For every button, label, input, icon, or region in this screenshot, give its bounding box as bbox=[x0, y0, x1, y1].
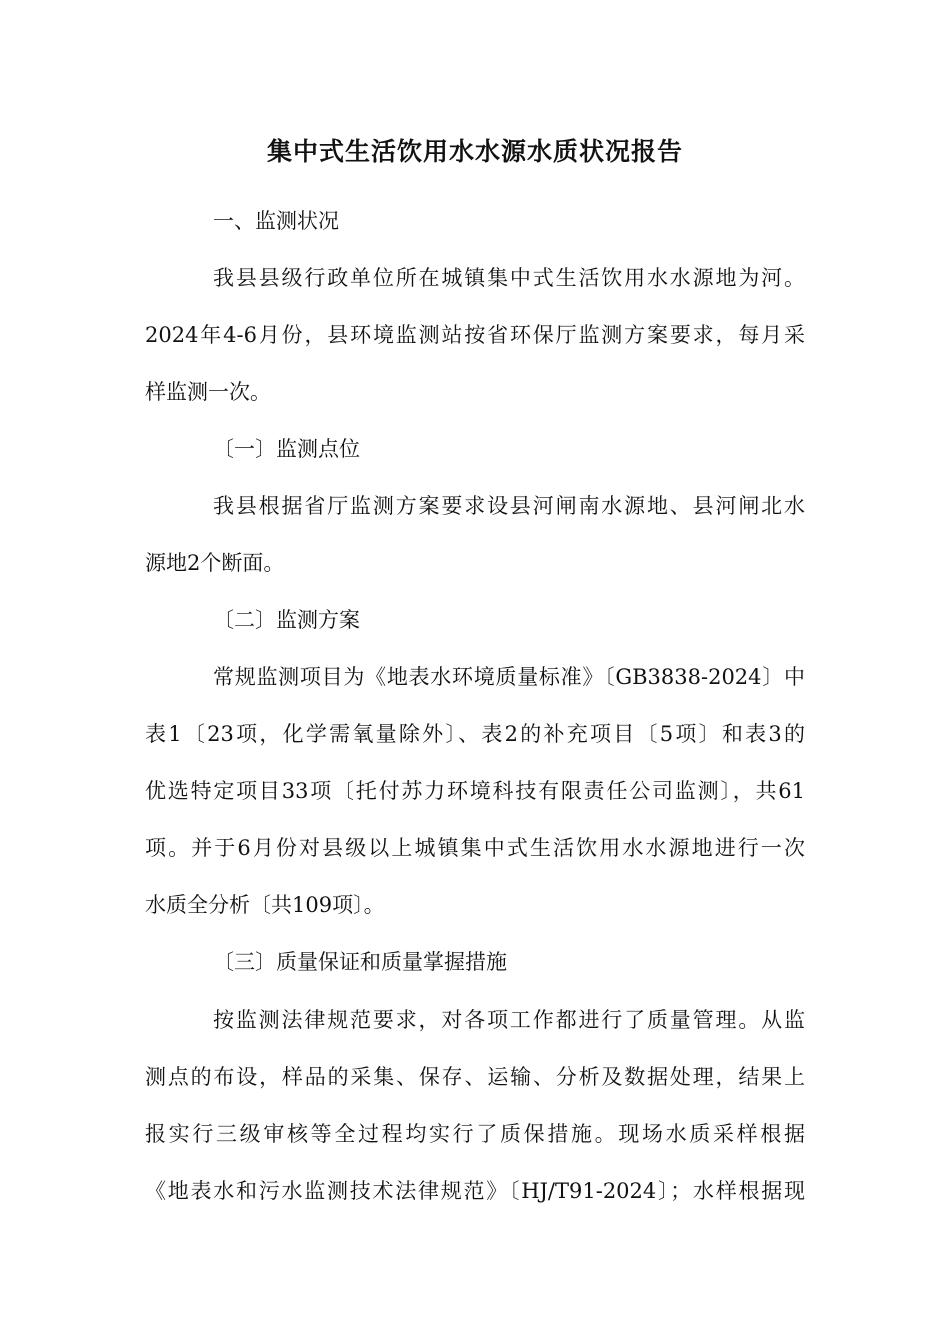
subsection-heading-monitoring-plan: 〔二〕监测方案 bbox=[213, 608, 360, 632]
paragraph-line: 样监测一次。 bbox=[145, 380, 271, 404]
paragraph-line: 表1〔23项，化学需氧量除外〕、表2的补充项目〔5项〕和表3的 bbox=[145, 722, 805, 746]
paragraph-line: 按监测法律规范要求，对各项工作都进行了质量管理。从监 bbox=[213, 1008, 805, 1032]
paragraph-line: 《地表水和污水监测技术法律规范》〔HJ/T91-2024〕；水样根据现 bbox=[145, 1179, 805, 1203]
subsection-heading-monitoring-points: 〔一〕监测点位 bbox=[213, 437, 360, 461]
paragraph-line: 水质全分析〔共109项〕。 bbox=[145, 893, 385, 917]
paragraph-line: 我县县级行政单位所在城镇集中式生活饮用水水源地为河。 bbox=[213, 266, 805, 290]
subsection-heading-quality-assurance: 〔三〕质量保证和质量掌握措施 bbox=[213, 950, 507, 974]
paragraph-line: 测点的布设，样品的采集、保存、运输、分析及数据处理，结果上 bbox=[145, 1065, 805, 1089]
section-heading-monitoring-status: 一、监测状况 bbox=[213, 209, 339, 233]
paragraph-line: 常规监测项目为《地表水环境质量标准》〔GB3838-2024〕中 bbox=[213, 665, 805, 689]
paragraph-line: 优选特定项目33项〔托付苏力环境科技有限责任公司监测〕，共61 bbox=[145, 779, 805, 803]
document-title: 集中式生活饮用水水源水质状况报告 bbox=[266, 137, 683, 166]
paragraph-line: 报实行三级审核等全过程均实行了质保措施。现场水质采样根据 bbox=[145, 1122, 805, 1146]
paragraph-line: 源地2个断面。 bbox=[145, 551, 285, 575]
paragraph-line: 2024年4-6月份，县环境监测站按省环保厅监测方案要求，每月采 bbox=[145, 323, 805, 347]
paragraph-line: 我县根据省厅监测方案要求设县河闸南水源地、县河闸北水 bbox=[213, 494, 805, 518]
paragraph-line: 项。并于6月份对县级以上城镇集中式生活饮用水水源地进行一次 bbox=[145, 836, 805, 860]
